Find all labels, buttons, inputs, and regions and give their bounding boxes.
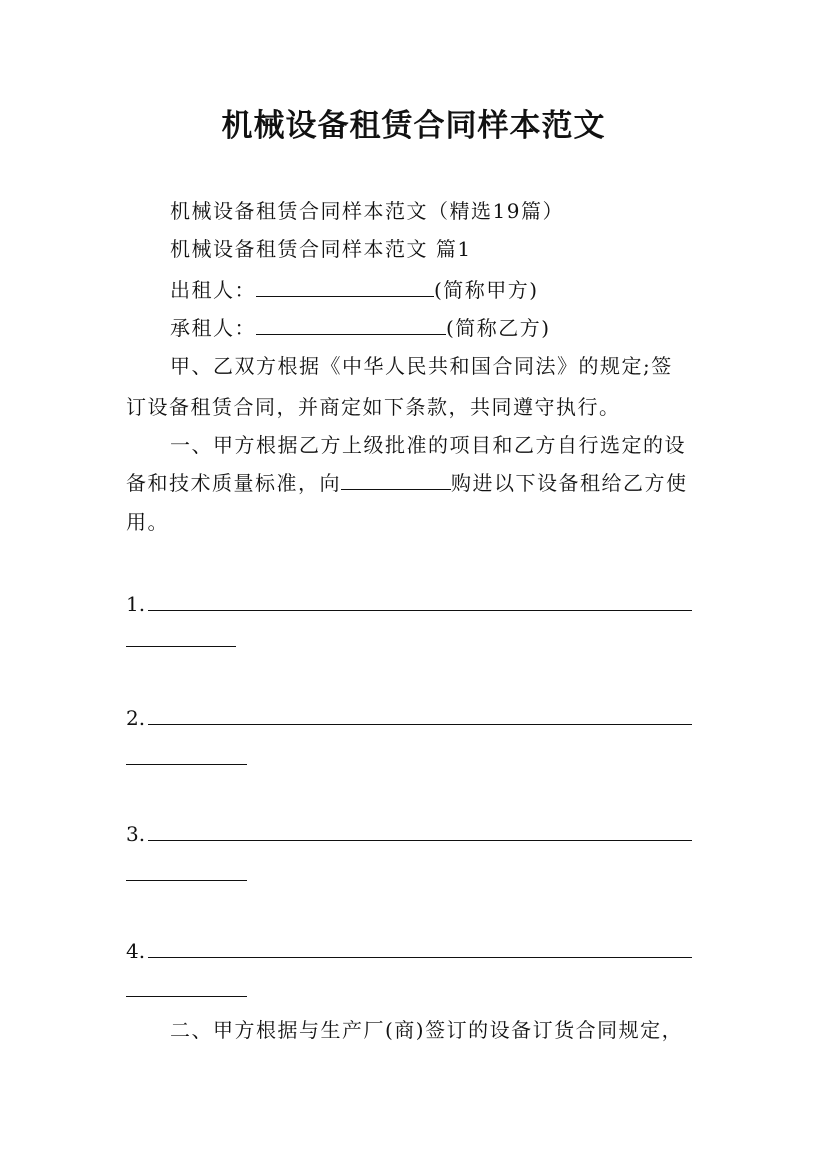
item-2-blank-cont — [126, 764, 247, 765]
item-3-blank-cont — [126, 880, 247, 881]
document-title: 机械设备租赁合同样本范文 — [221, 108, 606, 144]
paragraph-2-line-3: 用。 — [126, 510, 169, 534]
item-4-number: 4. — [126, 939, 146, 963]
lessor-label: 出租人： — [170, 278, 256, 302]
paragraph-2-text-b: 购进以下设备租给乙方使 — [451, 471, 688, 495]
lessor-line — [170, 276, 539, 304]
item-3-blank — [148, 840, 692, 841]
item-2-blank — [148, 724, 692, 725]
lessee-label: 承租人： — [170, 316, 256, 340]
item-1-number: 1. — [126, 592, 146, 616]
item-2-number: 2. — [126, 706, 146, 730]
item-1-blank-cont — [126, 646, 236, 647]
item-1-blank — [148, 610, 692, 611]
intro-line: 机械设备租赁合同样本范文（精选19篇） — [170, 199, 564, 223]
lessee-line — [170, 314, 551, 342]
paragraph-1-line-1: 甲、乙双方根据《中华人民共和国合同法》的规定;签 — [170, 354, 673, 378]
item-4-blank — [148, 957, 692, 958]
supplier-blank — [341, 469, 451, 490]
section-heading: 机械设备租赁合同样本范文 篇1 — [170, 237, 472, 261]
paragraph-3-line-1: 二、甲方根据与生产厂(商)签订的设备订货合同规定， — [170, 1018, 684, 1042]
item-4-blank-cont — [126, 996, 247, 997]
paragraph-1-line-2: 订设备租赁合同，并商定如下条款，共同遵守执行。 — [126, 395, 621, 419]
lessee-blank — [256, 314, 446, 335]
lessor-blank — [256, 276, 434, 297]
paragraph-2-text-a: 备和技术质量标准，向 — [126, 471, 341, 495]
paragraph-2-line-2 — [126, 469, 688, 497]
lessor-suffix: (简称甲方) — [434, 278, 539, 302]
item-3-number: 3. — [126, 822, 146, 846]
paragraph-2-line-1: 一、甲方根据乙方上级批准的项目和乙方自行选定的设 — [170, 433, 686, 457]
lessee-suffix: (简称乙方) — [446, 316, 551, 340]
